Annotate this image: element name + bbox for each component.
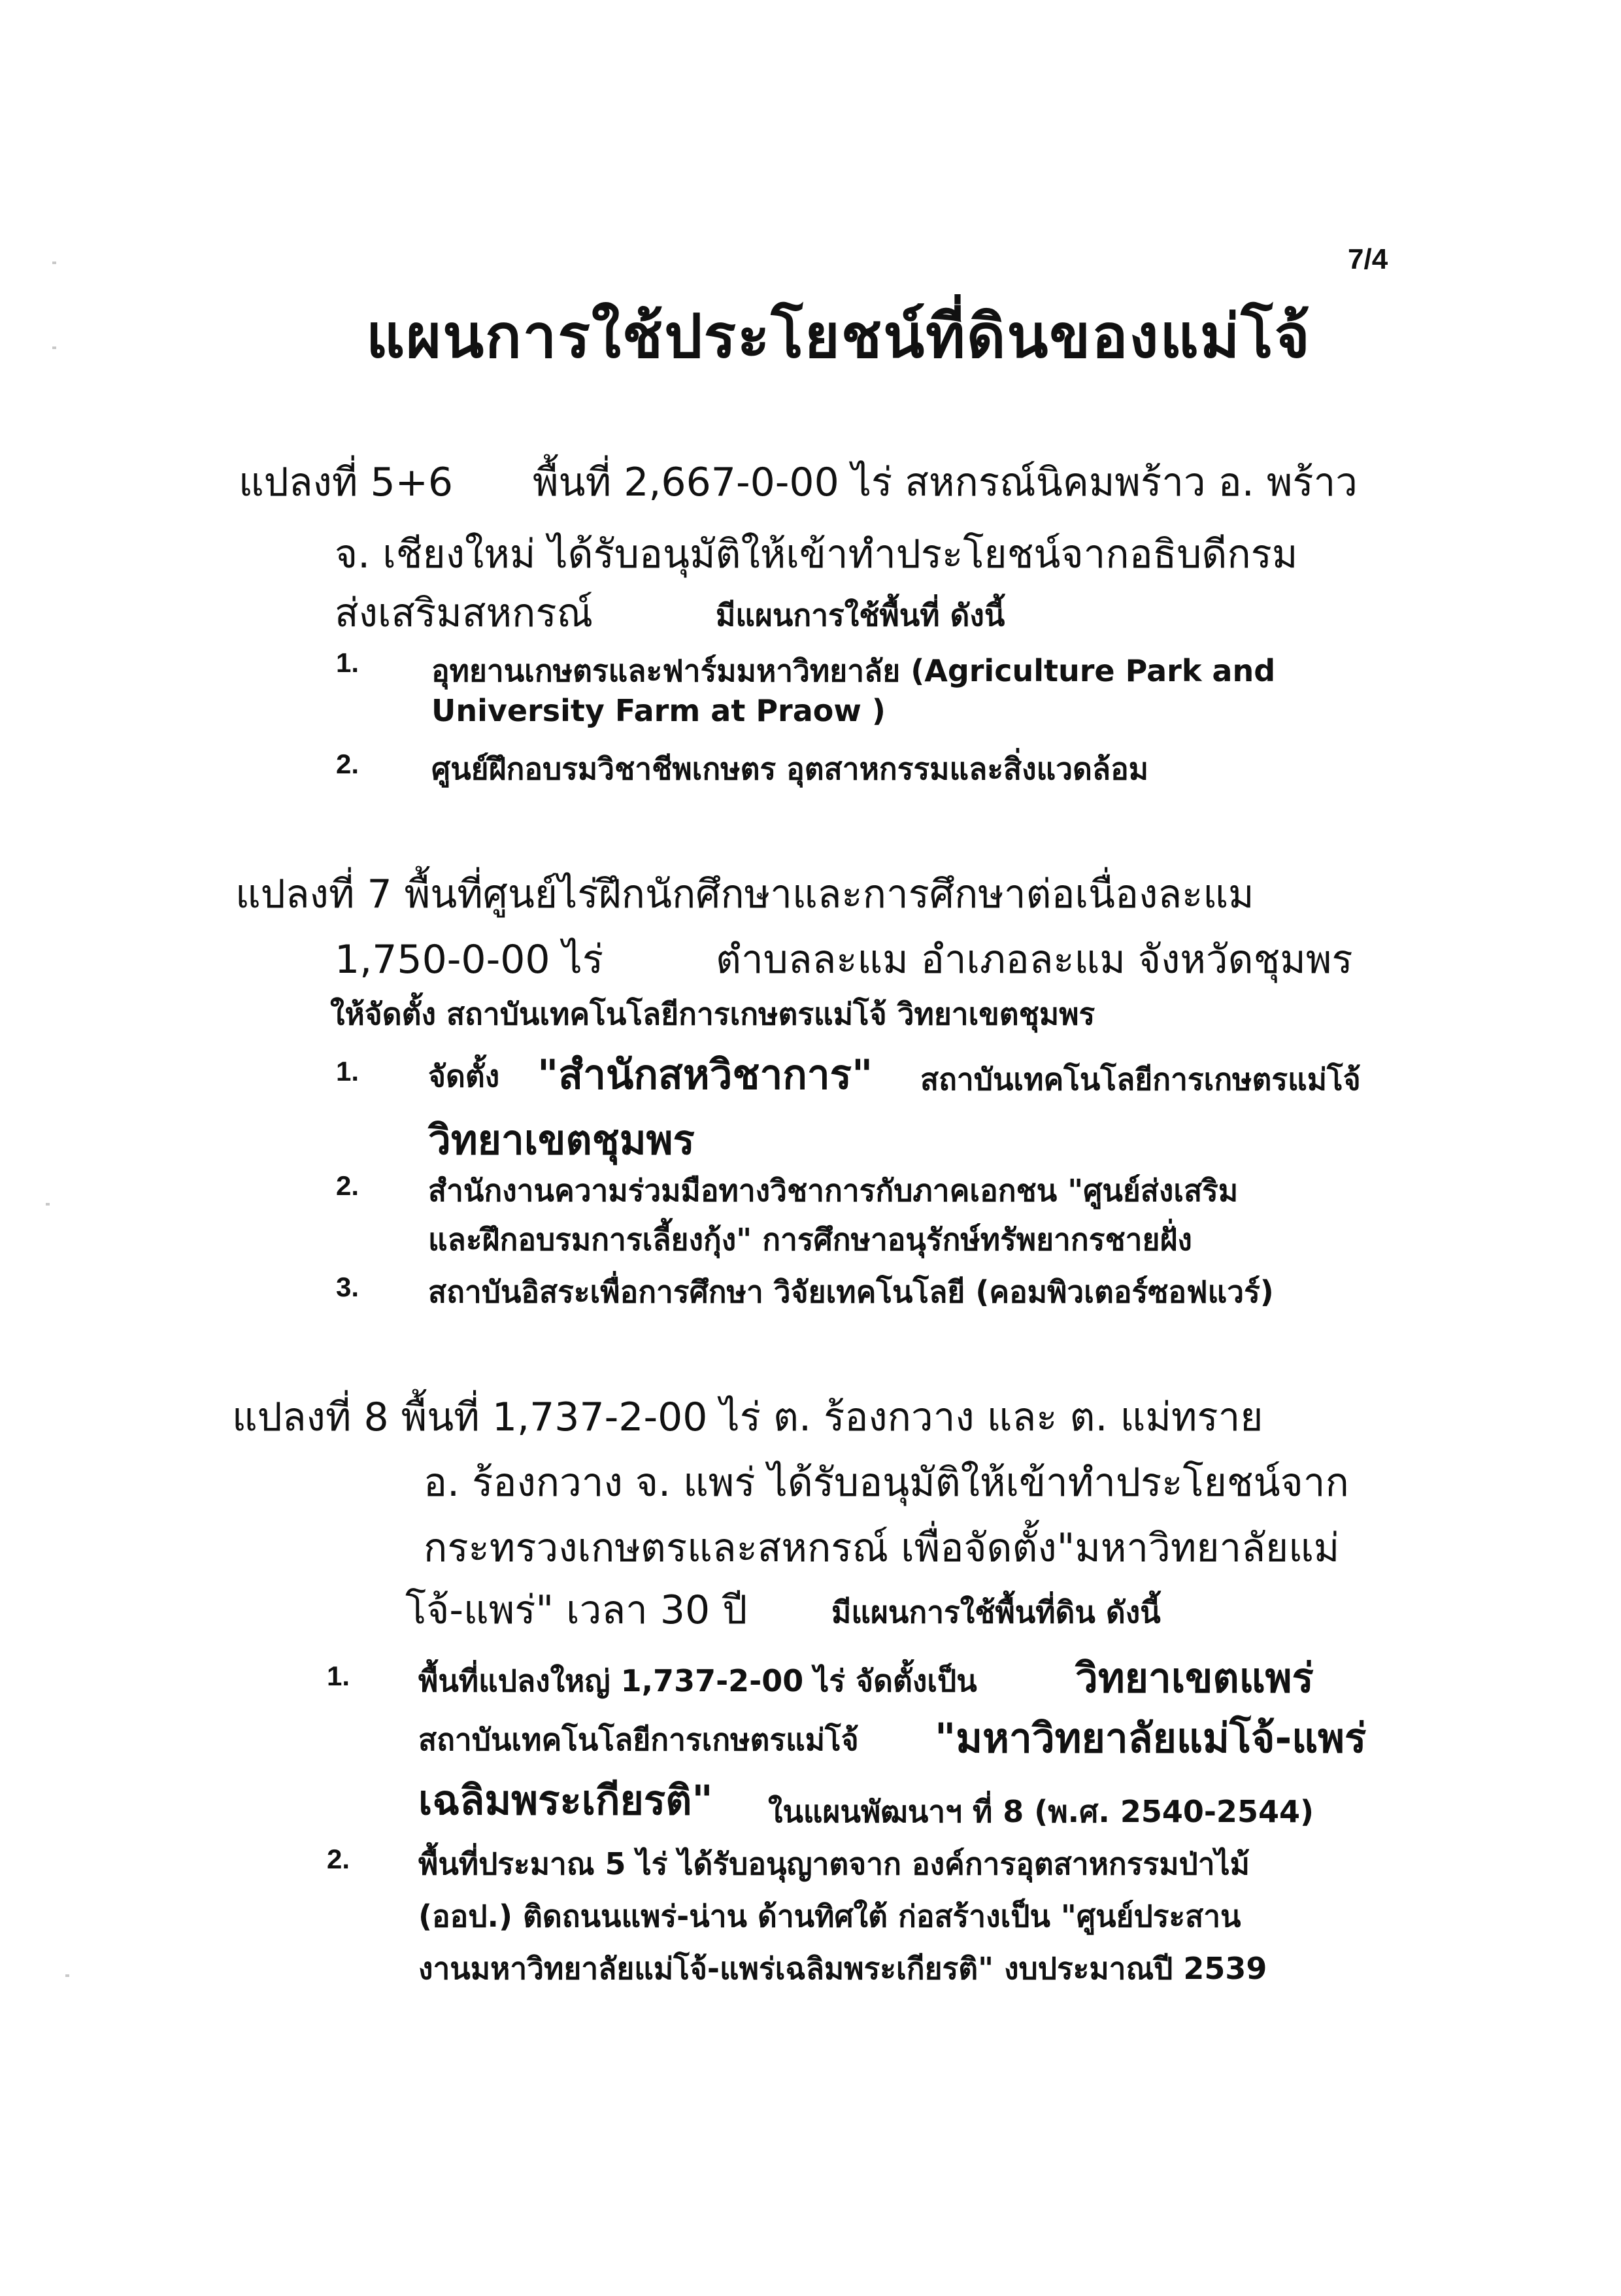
plot7-item1-big: "สำนักสหวิชาการ" bbox=[537, 1051, 873, 1098]
plot8-line1: แปลงที่ 8 พื้นที่ 1,737-2-00 ไร่ ต. ร้องกวาง และ ต. แม่ทราย bbox=[232, 1394, 1263, 1440]
plot56-item2-line1: ศูนย์ฝึกอบรมวิชาชีพเกษตร อุตสาหกรรมและสิ่งแวดล้อม bbox=[431, 751, 1149, 786]
plot7-item1-b: สถาบันเทคโนโลยีการเกษตรแม่โจ้ bbox=[920, 1062, 1361, 1097]
plot7-item3-line1: สถาบันอิสระเพื่อการศึกษา วิจัยเทคโนโลยี (คอมพิวเตอร์ซอฟแวร์) bbox=[428, 1274, 1274, 1309]
scan-speck bbox=[52, 262, 56, 264]
page-number: 7/4 bbox=[1348, 243, 1388, 275]
plot8-line2: อ. ร้องกวาง จ. แพร่ ได้รับอนุมัติให้เข้าทำประโยชน์จาก bbox=[424, 1460, 1349, 1506]
page-title: แผนการใช้ประโยชน์ที่ดินของแม่โจ้ bbox=[366, 301, 1311, 371]
plot7-item1-a: จัดตั้ง bbox=[428, 1058, 500, 1094]
plot56-line2: จ. เชียงใหม่ ได้รับอนุมัติให้เข้าทำประโยชน์จากอธิบดีกรม bbox=[335, 532, 1298, 577]
plot8-line4-bold: มีแผนการใช้พื้นที่ดิน ดังนี้ bbox=[831, 1595, 1161, 1630]
plot8-line3: กระทรวงเกษตรและสหกรณ์ เพื่อจัดตั้ง"มหาวิทยาลัยแม่ bbox=[424, 1525, 1340, 1571]
plot7-item1-num: 1. bbox=[336, 1056, 359, 1087]
plot7-item2-line2: และฝึกอบรมการเลี้ยงกุ้ง" การศึกษาอนุรักษ์ทรัพยากรชายฝั่ง bbox=[428, 1222, 1192, 1257]
plot7-line2-a: 1,750-0-00 ไร่ bbox=[335, 937, 604, 983]
plot56-item1-num: 1. bbox=[336, 647, 359, 678]
plot7-line3: ให้จัดตั้ง สถาบันเทคโนโลยีการเกษตรแม่โจ้ วิทยาเขตชุมพร bbox=[330, 996, 1095, 1032]
plot56-line3: ส่งเสริมสหกรณ์ bbox=[335, 590, 593, 636]
plot7-line1: แปลงที่ 7 พื้นที่ศูนย์ไร่ฝึกนักศึกษาและการศึกษาต่อเนื่องละแม bbox=[235, 871, 1254, 917]
plot7-item1-line2: วิทยาเขตชุมพร bbox=[428, 1116, 695, 1164]
scan-speck bbox=[46, 1203, 50, 1206]
plot7-item2-line1: สำนักงานความร่วมมือทางวิชาการกับภาคเอกชน "ศูนย์ส่งเสริม bbox=[428, 1173, 1239, 1208]
plot56-line1: พื้นที่ 2,667-0-00 ไร่ สหกรณ์นิคมพร้าว อ. พร้าว bbox=[533, 460, 1358, 505]
plot8-item1-line2-big: "มหาวิทยาลัยแม่โจ้-แพร่ bbox=[935, 1714, 1367, 1762]
plot56-item1-line2: University Farm at Praow ) bbox=[431, 693, 886, 728]
plot56-label: แปลงที่ 5+6 bbox=[239, 460, 454, 505]
scan-speck bbox=[65, 1974, 69, 1977]
plot56-item1-line1: อุทยานเกษตรและฟาร์มมหาวิทยาลัย (Agriculture Park and bbox=[431, 653, 1276, 688]
plot8-item2-line1: พื้นที่ประมาณ 5 ไร่ ได้รับอนุญาตจาก องค์การอุตสาหกรรมป่าไม้ bbox=[418, 1846, 1250, 1882]
plot8-item1-line2-a: สถาบันเทคโนโลยีการเกษตรแม่โจ้ bbox=[418, 1722, 859, 1757]
plot8-item2-line3: งานมหาวิทยาลัยแม่โจ้-แพร่เฉลิมพระเกียรติ" งบประมาณปี 2539 bbox=[418, 1951, 1267, 1986]
plot8-item1-num: 1. bbox=[327, 1661, 350, 1691]
plot8-item1-line3-big: เฉลิมพระเกียรติ" bbox=[418, 1776, 713, 1824]
plot56-line3-bold: มีแผนการใช้พื้นที่ ดังนี้ bbox=[716, 598, 1005, 633]
plot8-line4: โจ้-แพร่" เวลา 30 ปี bbox=[405, 1587, 748, 1633]
plot7-item3-num: 3. bbox=[336, 1272, 359, 1302]
plot8-item1-line1-a: พื้นที่แปลงใหญ่ 1,737-2-00 ไร่ จัดตั้งเป็น bbox=[418, 1663, 977, 1698]
plot7-line2-b: ตำบลละแม อำเภอละแม จังหวัดชุมพร bbox=[716, 937, 1353, 983]
scan-speck bbox=[52, 346, 56, 349]
plot8-item2-num: 2. bbox=[327, 1844, 350, 1874]
plot8-item2-line2: (ออป.) ติดถนนแพร่-น่าน ด้านทิศใต้ ก่อสร้างเป็น "ศูนย์ประสาน bbox=[418, 1899, 1241, 1934]
plot56-item2-num: 2. bbox=[336, 749, 359, 779]
plot8-item1-line1-big: วิทยาเขตแพร่ bbox=[1075, 1654, 1314, 1702]
plot7-item2-num: 2. bbox=[336, 1170, 359, 1201]
plot8-item1-line3-b: ในแผนพัฒนาฯ ที่ 8 (พ.ศ. 2540-2544) bbox=[768, 1794, 1314, 1829]
